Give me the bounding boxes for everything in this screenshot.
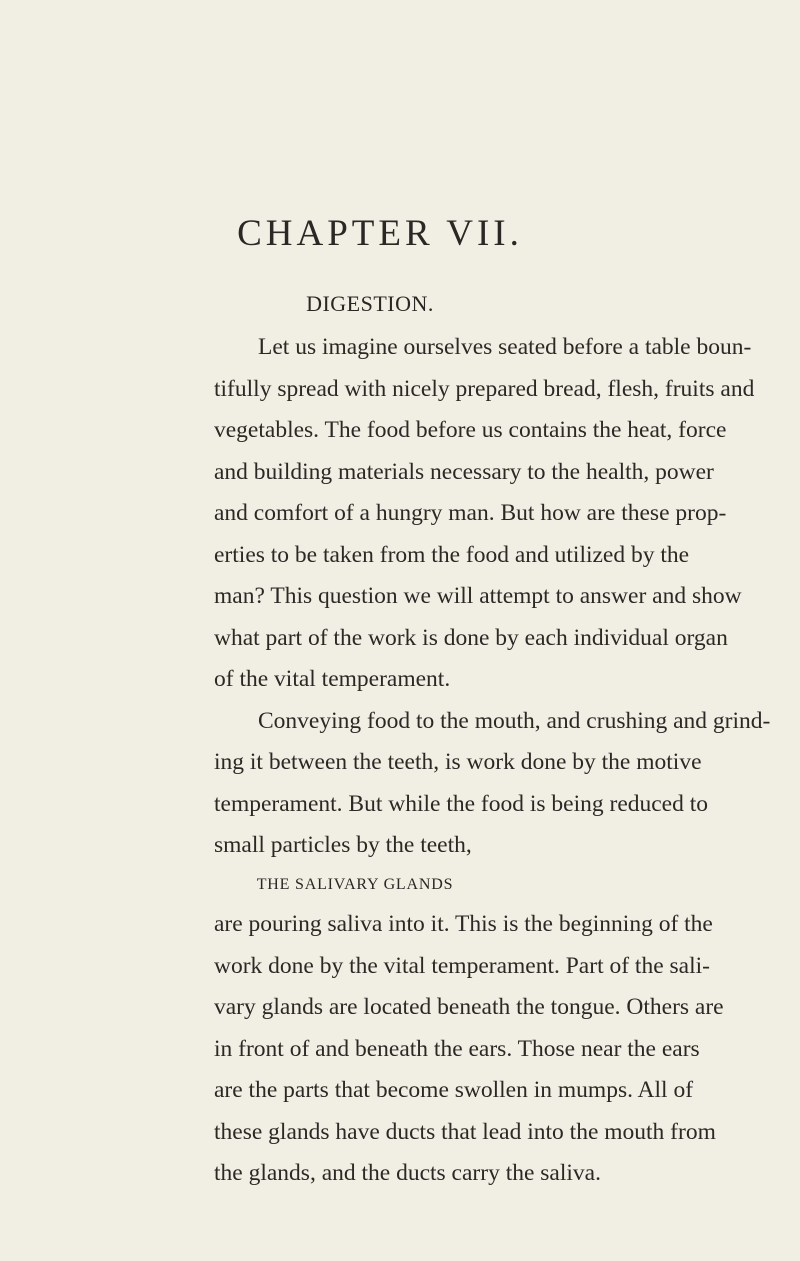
text-line: and building materials necessary to the health, power (214, 458, 714, 485)
text-line: in front of and beneath the ears. Those near the ears (214, 1035, 700, 1062)
text-line: tifully spread with nicely prepared bread, flesh, fruits and (214, 375, 755, 402)
text-line: vegetables. The food before us contains the heat, force (214, 417, 727, 443)
section-title: DIGESTION. (306, 291, 434, 316)
text-line: the glands, and the ducts carry the saliva. (214, 1160, 601, 1186)
text-line: Conveying food to the mouth, and crushing and grind- (258, 707, 771, 734)
text-line: man? This question we will attempt to answer and show (214, 583, 742, 609)
text-line: ing it between the teeth, is work done by the motive (214, 749, 702, 775)
text-line: small particles by the teeth, (214, 832, 472, 858)
text-line: of the vital temperament. (214, 666, 451, 692)
text-line: are the parts that become swollen in mumps. All of (214, 1077, 694, 1103)
text-line: Let us imagine ourselves seated before a table boun- (258, 334, 752, 360)
text-line: what part of the work is done by each individual organ (214, 624, 728, 651)
text-line: are pouring saliva into it. This is the beginning of the (214, 911, 713, 937)
text-line: and comfort of a hungry man. But how are these prop- (214, 500, 727, 526)
text-line: vary glands are located beneath the tongue. Others are (214, 994, 724, 1020)
text-line: these glands have ducts that lead into the mouth from (214, 1118, 716, 1145)
text-line: erties to be taken from the food and utilized by the (214, 541, 690, 568)
text-line: work done by the vital temperament. Part of the sali- (214, 952, 710, 979)
subheading-salivary-glands: THE SALIVARY GLANDS (256, 876, 454, 893)
body-text-lower (214, 904, 724, 1195)
text-line: temperament. But while the food is being reduced to (214, 790, 709, 817)
body-text-upper (214, 327, 771, 867)
chapter-title: CHAPTER VII. (237, 213, 523, 254)
